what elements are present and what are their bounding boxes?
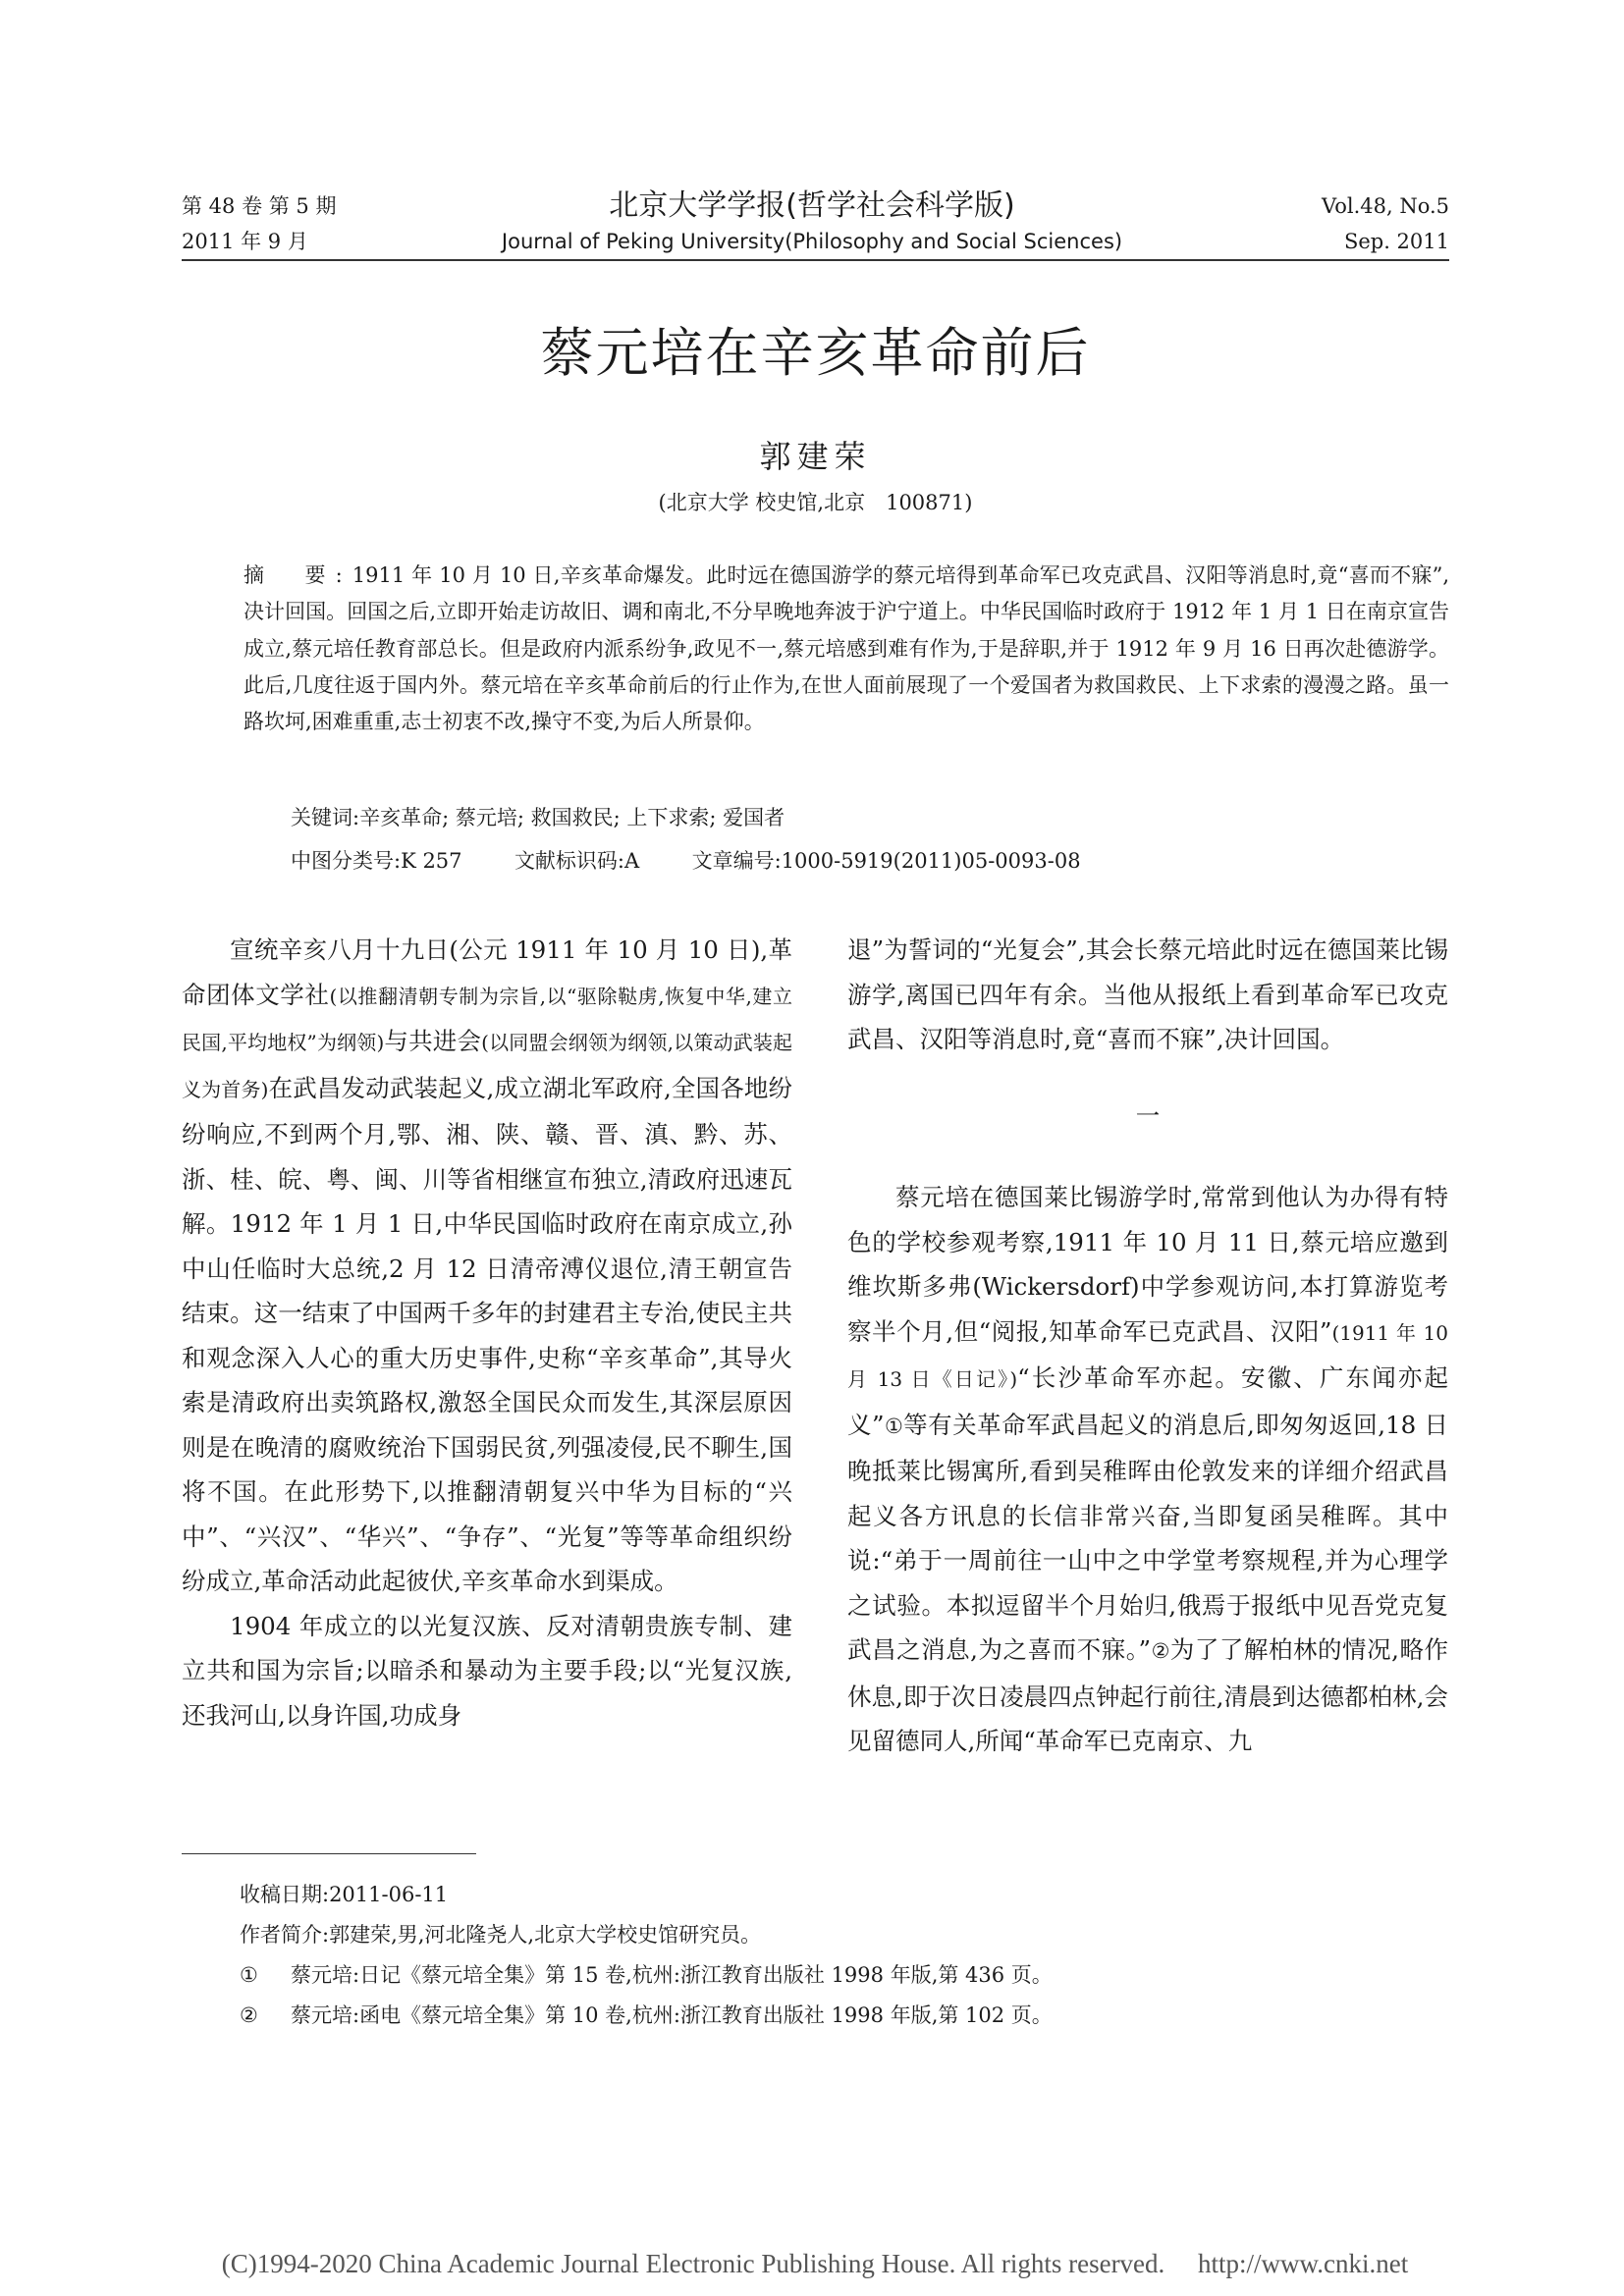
document-code: 文献标识码:A <box>514 849 640 873</box>
paragraph <box>182 928 792 1604</box>
article-title: 蔡元培在辛亥革命前后 <box>540 322 1091 384</box>
footnote-rule <box>182 1853 476 1854</box>
body-text: 与共进会 <box>384 1027 482 1055</box>
article-number: 文章编号:1000-5919(2011)05-0093-08 <box>691 849 1081 873</box>
author-name: 郭建荣 <box>759 438 872 475</box>
journal-name <box>393 187 1231 257</box>
author-affiliation: (北京大学 校史馆,北京 100871) <box>658 491 973 514</box>
date-en: Sep. 2011 <box>1343 230 1449 253</box>
keywords-label: 关键词: <box>291 806 360 829</box>
footnote-text: 蔡元培:日记《蔡元培全集》第 15 卷,杭州:浙江教育出版社 1998 年版,第 436 页。 <box>291 1963 1053 1987</box>
journal-name-cn: 北京大学学报(哲学社会科学版) <box>609 188 1015 223</box>
date-cn: 2011 年 9 月 <box>182 230 308 253</box>
volume-cn: 第 48 卷 第 5 期 <box>182 194 337 218</box>
body-text: 在武昌发动武装起义,成立湖北军政府,全国各地纷纷响应,不到两个月,鄂、湘、陕、赣、晋、滇、黔、苏、浙、桂、皖、粤、闽、川等省相继宣布独立,清政府迅速瓦解。1912 年 1 月 1 日,中华民国临时政府在南京成立,孙中山任临时大总统,2 月 12 日清帝溥仪退位,清王朝宣告结束。这一结束了中国两千多年的封建君主专治,使民主共和观念深入人心的重大历史事件,史称“辛亥革命”,其导火索是清政府出卖筑路权,激怒全国民众而发生,其深层原因则是在晚清的腐败统治下国弱民贫,列强凌侵,民不聊生,国将不国。在此形势下,以推翻清朝复兴中华为目标的“兴中”、“兴汉”、“华兴”、“争存”、“光复”等等革命组织纷纷成立,革命活动此起彼伏,辛亥革命水到渠成。 <box>182 1073 792 1595</box>
body-column-left <box>182 928 792 1737</box>
paragraph: 退”为誓词的“光复会”,其会长蔡元培此时远在德国莱比锡游学,离国已四年有余。当他从报纸上看到革命军已攻克武昌、汉阳等消息时,竟“喜而不寐”,决计回国。 <box>847 935 1448 1053</box>
received-date: 收稿日期:2011-06-11 <box>240 1883 449 1906</box>
body-text: 蔡元培在德国莱比锡游学时,常常到他认为办得有特色的学校参观考察,1911 年 10 月 11 日,蔡元培应邀到维坎斯多弗(Wickersdorf)中学参观访问,本打算游览考察半个月,但“阅报,知革命军已克武昌、汉阳” <box>847 1183 1448 1346</box>
footnote-ref[interactable]: ① <box>884 1414 904 1438</box>
header-rule <box>182 259 1449 261</box>
abstract <box>244 558 1449 740</box>
footnote-mark: ② <box>240 2003 258 2027</box>
body-parenthetical: (以推翻清朝专制为宗旨,以“驱除鞑虏,恢复中华,建立民国,平均地权”为纲领) <box>182 984 792 1054</box>
clc-number: 中图分类号:K 257 <box>291 849 462 873</box>
body-text: 等有关革命军武昌起义的消息后,即匆匆返回,18 日晚抵莱比锡寓所,看到吴稚晖由伦敦发来的详细介绍武昌起义各方讯息的长信非常兴奋,当即复函吴稚晖。其中说:“弟于一周前往一山中之中学堂考察规程,并为心理学之试验。本拟逗留半个月始归,俄焉于报纸中见吾党克复武昌之消息,为之喜而不寐。” <box>847 1410 1448 1664</box>
footnote-item <box>240 1955 1447 1996</box>
copyright-notice: (C)1994-2020 China Academic Journal Electronic Publishing House. All rights reserved. http://www.cnki.net <box>221 2249 1409 2278</box>
volume-en: Vol.48, No.5 <box>1321 194 1449 218</box>
abstract-text: 1911 年 10 月 10 日,辛亥革命爆发。此时远在德国游学的蔡元培得到革命军已攻克武昌、汉阳等消息时,竟“喜而不寐”,决计回国。回国之后,立即开始走访故旧、调和南北,不分早晚地奔波于沪宁道上。中华民国临时政府于 1912 年 1 月 1 日在南京宣告成立,蔡元培任教育部总长。但是政府内派系纷争,政见不一,蔡元培感到难有作为,于是辞职,并于 1912 年 9 月 16 日再次赴德游学。此后,几度往返于国内外。蔡元培在辛亥革命前后的行止作为,在世人面前展现了一个爱国者为救国救民、上下求索的漫漫之路。虽一路坎坷,困难重重,志士初衷不改,操守不变,为后人所景仰。 <box>244 563 1450 734</box>
journal-name-en: Journal of Peking University(Philosophy and Social Sciences) <box>501 230 1123 253</box>
footnote-mark: ① <box>240 1963 258 1987</box>
abstract-label: 摘 要: <box>244 563 352 587</box>
classification-line <box>291 844 1081 878</box>
paragraph: 1904 年成立的以光复汉族、反对清朝贵族专制、建立共和国为宗旨;以暗杀和暴动为主要手段;以“光复汉族,还我河山,以身许国,功成身 <box>182 1611 792 1730</box>
body-text: 宣统辛亥八月十九日(公元 1911 年 10 月 10 日),革命团体文学社 <box>182 935 792 1009</box>
keywords-text: 辛亥革命; 蔡元培; 救国救民; 上下求索; 爱国者 <box>359 806 785 829</box>
body-parenthetical: (1911 年 10 月 13 日《日记》) <box>847 1320 1448 1391</box>
section-number: 一 <box>1135 1100 1161 1130</box>
footnote-ref[interactable]: ② <box>1151 1639 1170 1663</box>
body-text: “长沙革命军亦起。安徽、广东闻亦起义” <box>847 1363 1448 1439</box>
body-parenthetical: (以同盟会纲领为纲领,以策动武装起义为首务) <box>182 1031 793 1101</box>
body-text: 为了了解柏林的情况,略作休息,即于次日凌晨四点钟起行前往,清晨到达德都柏林,会见留德同人,所闻“革命军已克南京、九 <box>847 1635 1448 1755</box>
body-column-right <box>847 928 1448 1764</box>
header-issue-info <box>182 188 336 259</box>
footnotes <box>240 1875 1447 2036</box>
keywords <box>291 801 785 834</box>
paragraph <box>847 1175 1448 1764</box>
author-bio: 作者简介:郭建荣,男,河北隆尧人,北京大学校史馆研究员。 <box>240 1923 762 1947</box>
footnote-text: 蔡元培:函电《蔡元培全集》第 10 卷,杭州:浙江教育出版社 1998 年版,第 102 页。 <box>291 2003 1053 2027</box>
header-volume-en <box>1322 188 1449 259</box>
footnote-item <box>240 1996 1447 2036</box>
